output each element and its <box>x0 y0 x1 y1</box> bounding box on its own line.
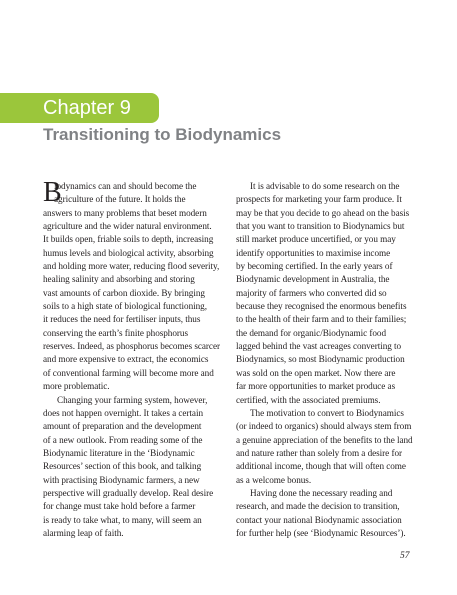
right-column <box>236 180 414 540</box>
text-line: and holding more water, reducing flood severity, <box>43 261 220 272</box>
text-line: research, and made the decision to transition, <box>236 501 400 512</box>
chapter-label: Chapter 9 <box>43 97 131 119</box>
text-line: answers to many problems that beset modern <box>43 207 207 218</box>
text-line: Changing your farming system, however, <box>57 394 208 405</box>
text-line: Biodynamics, so most Biodynamic production <box>236 354 405 365</box>
text-line: identify opportunities to maximise income <box>236 247 391 258</box>
text-line: prospects for marketing your farm produce. It <box>236 194 402 205</box>
page-number: 57 <box>400 551 410 561</box>
text-line: (or indeed to organics) should always stem from <box>236 421 412 432</box>
text-line: still market produce uncertified, or you may <box>236 234 396 245</box>
text-line: Biodynamic literature in the ‘Biodynamic <box>43 447 195 458</box>
text-line: that you want to transition to Biodynamics but <box>236 221 405 232</box>
text-line: as a welcome bonus. <box>236 474 312 485</box>
chapter-banner <box>0 93 159 123</box>
text-line: Having done the necessary reading and <box>250 487 393 498</box>
text-line: Resources’ section of this book, and talking <box>43 461 202 472</box>
text-line: perspective will gradually develop. Real desire <box>43 487 214 498</box>
dropcap-letter: B <box>43 177 62 208</box>
dropcap-paragraph-start <box>43 177 221 208</box>
text-line: reserves. Indeed, as phosphorus becomes scarcer <box>43 341 220 352</box>
text-line: lagged behind the vast acreages converting to <box>236 341 402 352</box>
text-line: agriculture of the future. It holds the <box>54 194 186 205</box>
chapter-title: Transitioning to Biodynamics <box>43 125 282 144</box>
text-line: and nature rather than solely from a desire for <box>236 447 403 458</box>
text-line: far more opportunities to market produce as <box>236 381 396 392</box>
text-line: with practising Biodynamic farmers, a new <box>43 474 200 485</box>
text-line: does not happen overnight. It takes a certain <box>43 407 204 418</box>
text-line: for change must take hold before a farmer <box>43 501 196 512</box>
text-line: of conventional farming will become more and <box>43 367 214 378</box>
text-line: The motivation to convert to Biodynamics <box>250 407 404 418</box>
text-line: certified, with the associated premiums. <box>236 394 381 405</box>
text-line: agriculture and the wider natural environment. <box>43 221 212 232</box>
text-line: for further help (see ‘Biodynamic Resources’). <box>236 527 406 538</box>
text-line: additional income, though that will often come <box>236 461 406 472</box>
text-line: It is advisable to do some research on the <box>250 181 400 191</box>
text-line: to the health of their farm and to their families; <box>236 314 407 325</box>
left-column <box>43 177 221 540</box>
text-line: Biodynamic development in Australia, the <box>236 274 390 285</box>
text-line: amount of preparation and the development <box>43 421 202 432</box>
text-line: It builds open, friable soils to depth, increasing <box>43 234 214 245</box>
text-line: alarming leap of faith. <box>43 527 124 538</box>
text-line: and more expensive to extract, the economics <box>43 354 209 365</box>
text-line: the demand for organic/Biodynamic food <box>236 327 386 338</box>
text-line: soils to a high state of biological functioning, <box>43 301 207 312</box>
text-line: more problematic. <box>43 381 110 392</box>
text-line: of a new outlook. From reading some of the <box>43 434 203 445</box>
text-line: vast amounts of carbon dioxide. By bringing <box>43 287 205 298</box>
text-line: majority of farmers who converted did so <box>236 287 387 298</box>
text-line: was sold on the open market. Now there are <box>236 367 396 378</box>
text-line: by becoming certified. In the early years of <box>236 261 393 272</box>
text-line: a genuine appreciation of the benefits to the land <box>236 434 413 445</box>
text-line: humus levels and biological activity, absorbing <box>43 247 214 258</box>
text-line: because they recognised the enormous benefits <box>236 301 407 312</box>
text-line: conserving the earth’s finite phosphorus <box>43 327 188 338</box>
text-line: may be that you decide to go ahead on the basis <box>236 207 410 218</box>
text-line: iodynamics can and should become the <box>54 181 197 191</box>
text-line: it reduces the need for fertiliser inputs, thus <box>43 314 201 325</box>
text-line: healing salinity and absorbing and storing <box>43 274 195 285</box>
text-line: contact your national Biodynamic association <box>236 514 402 525</box>
text-line: is ready to take what, to many, will seem an <box>43 514 202 525</box>
